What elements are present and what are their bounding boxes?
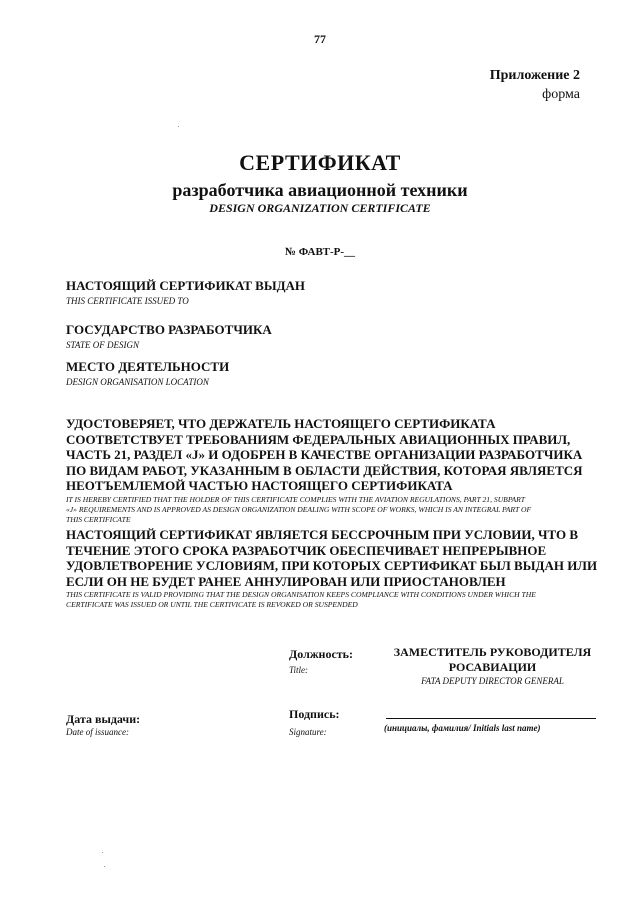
page-number: 77 [314, 32, 326, 46]
paragraph-ru [66, 416, 606, 494]
appendix-form: форма [542, 87, 580, 102]
field-label-en: THIS CERTIFICATE ISSUED TO [66, 296, 189, 306]
position-label-en: Title: [289, 665, 309, 675]
paragraph-line: THIS CERTIFICATE [66, 514, 131, 524]
signature-label-en: Signature: [289, 727, 327, 737]
signature-caption: (инициалы, фамилия/ Initials last name) [384, 723, 541, 733]
field-location [66, 359, 229, 388]
field-label: МЕСТО ДЕЯТЕЛЬНОСТИ [66, 359, 230, 374]
field-label-en: DESIGN ORGANISATION LOCATION [66, 377, 209, 387]
paragraph-line: «J» REQUIREMENTS AND IS APPROVED AS DESIGN ORGANIZATION DEALING WITH SCOPE OF WORKS, WHICH IS AN INTEGRAL PART OF [66, 504, 532, 514]
validity-paragraph [66, 527, 606, 610]
appendix-label: Приложение 2 [489, 68, 580, 83]
field-label-en: STATE OF DESIGN [66, 340, 139, 350]
document-subtitle-en: DESIGN ORGANIZATION CERTIFICATE [209, 201, 431, 215]
position-value-line: ЗАМЕСТИТЕЛЬ РУКОВОДИТЕЛЯ [393, 645, 592, 659]
field-issued-to [66, 278, 305, 307]
paragraph-line: THIS CERTIFICATE IS VALID PROVIDING THAT THE DESIGN ORGANISATION KEEPS COMPLIANCE WITH CONDITIONS UNDER WHICH THE [66, 590, 536, 599]
paragraph-en [66, 590, 606, 610]
paragraph-line: ЧАСТЬ 21, РАЗДЕЛ «J» И ОДОБРЕН В КАЧЕСТВЕ ОРГАНИЗАЦИИ РАЗРАБОТЧИКА [66, 447, 583, 462]
paragraph-line: НАСТОЯЩИЙ СЕРТИФИКАТ ЯВЛЯЕТСЯ БЕССРОЧНЫМ ПРИ УСЛОВИИ, ЧТО В [66, 527, 579, 542]
position-value-line: РОСАВИАЦИИ [448, 660, 537, 674]
paragraph-line: ЕСЛИ ОН НЕ БУДЕТ РАНЕЕ АННУЛИРОВАН ИЛИ ПРИОСТАНОВЛЕН [66, 573, 506, 589]
signature-line [386, 718, 596, 719]
scan-speck [102, 852, 103, 853]
appendix-block [490, 66, 580, 104]
certification-paragraph [66, 416, 606, 525]
document-subtitle: разработчика авиационной техники [172, 180, 468, 200]
position-value-en: FATA DEPUTY DIRECTOR GENERAL [421, 676, 564, 686]
issue-date-label: Дата выдачи: [66, 712, 141, 726]
signature-label: Подпись: [289, 707, 340, 721]
paragraph-en [66, 495, 606, 525]
paragraph-line: IT IS HEREBY CERTIFIED THAT THE HOLDER OF THIS CERTIFICATE COMPLIES WITH THE AVIATION REGULATIONS, PART 21, SUBPART [66, 494, 525, 504]
field-label: НАСТОЯЩИЙ СЕРТИФИКАТ ВЫДАН [66, 278, 306, 293]
position-value [380, 645, 605, 675]
field-state-of-design [66, 322, 272, 351]
certificate-number: № ФАВТ-Р-__ [284, 246, 356, 258]
paragraph-line: УДОСТОВЕРЯЕТ, ЧТО ДЕРЖАТЕЛЬ НАСТОЯЩЕГО СЕРТИФИКАТА [66, 416, 496, 431]
paragraph-line: СООТВЕТСТВУЕТ ТРЕБОВАНИЯМ ФЕДЕРАЛЬНЫХ АВИАЦИОННЫХ ПРАВИЛ, [66, 431, 571, 447]
scan-speck [178, 126, 179, 127]
paragraph-line: ТЕЧЕНИЕ ЭТОГО СРОКА РАЗРАБОТЧИК ОБЕСПЕЧИВАЕТ НЕПРЕРЫВНОЕ [66, 542, 547, 558]
issue-date-label-en: Date of issuance: [66, 727, 129, 737]
paragraph-ru [66, 527, 606, 589]
position-label: Должность: [289, 647, 354, 661]
scan-speck [104, 866, 105, 867]
field-label: ГОСУДАРСТВО РАЗРАБОТЧИКА [66, 322, 272, 337]
paragraph-line: НЕОТЪЕМЛЕМОЙ ЧАСТЬЮ НАСТОЯЩЕГО СЕРТИФИКАТА [66, 478, 453, 493]
document-title: СЕРТИФИКАТ [239, 150, 401, 175]
paragraph-line: УДОВЛЕТВОРЕНИЕ УСЛОВИЯМ, ПРИ КОТОРЫХ СЕРТИФИКАТ БЫЛ ВЫДАН ИЛИ [66, 558, 598, 573]
paragraph-line: ПО ВИДАМ РАБОТ, УКАЗАННЫМ В ОБЛАСТИ ДЕЙСТВИЯ, КОТОРАЯ ЯВЛЯЕТСЯ [66, 462, 583, 478]
paragraph-line: CERTIFICATE WAS ISSUED OR UNTIL THE CERTIVICATE IS REVOKED OR SUSPENDED [66, 600, 358, 609]
